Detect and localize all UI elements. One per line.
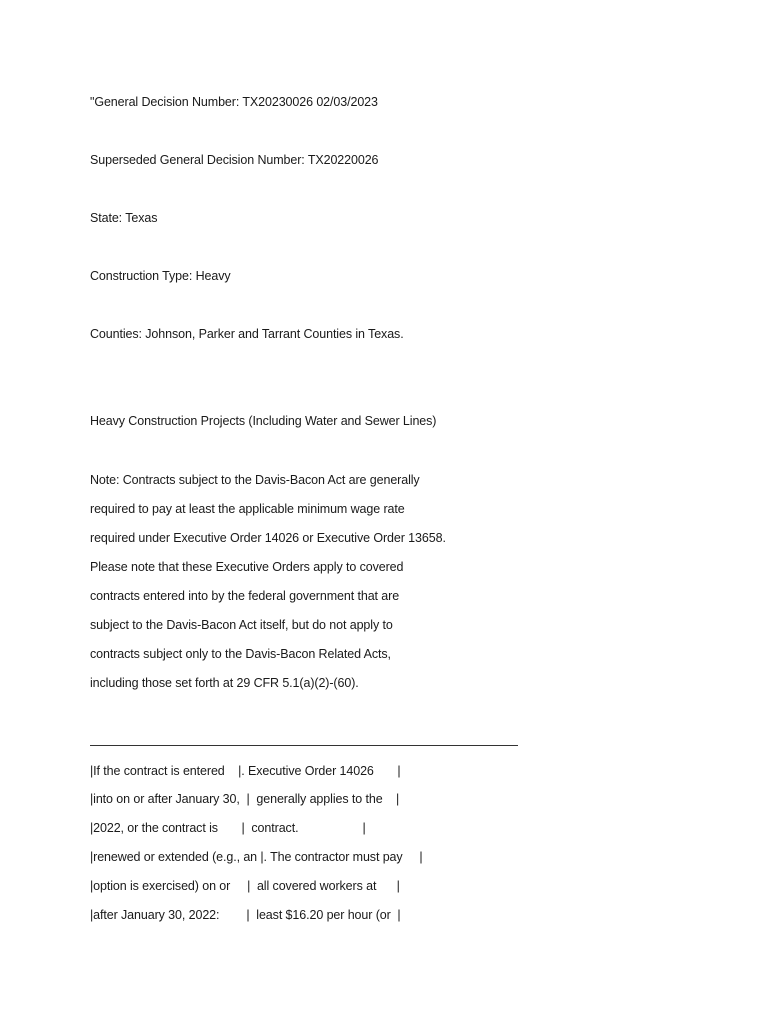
decision-number: "General Decision Number: TX20230026 02/03/2023 [90,95,378,109]
note-line: required under Executive Order 14026 or Executive Order 13658. [90,531,446,545]
table-top-rule [90,745,518,746]
superseded-decision-number: Superseded General Decision Number: TX20220026 [90,153,379,167]
note-line: including those set forth at 29 CFR 5.1(a)(2)-(60). [90,676,359,690]
construction-type-line: Construction Type: Heavy [90,269,231,283]
table-line: |option is exercised) on or | all covered workers at | [90,879,400,893]
note-line: required to pay at least the applicable minimum wage rate [90,502,405,516]
table-line: |renewed or extended (e.g., an |. The contractor must pay | [90,850,423,864]
note-line: subject to the Davis-Bacon Act itself, but do not apply to [90,618,393,632]
project-description: Heavy Construction Projects (Including Water and Sewer Lines) [90,414,437,428]
state-line: State: Texas [90,211,158,225]
note-line: Note: Contracts subject to the Davis-Bacon Act are generally [90,473,420,487]
table-line: |into on or after January 30, | generally applies to the | [90,792,400,806]
note-line: contracts entered into by the federal government that are [90,589,400,603]
counties-line: Counties: Johnson, Parker and Tarrant Counties in Texas. [90,327,404,341]
table-line: |If the contract is entered |. Executive Order 14026 | [90,764,401,778]
note-line: Please note that these Executive Orders apply to covered [90,560,404,574]
table-line: |after January 30, 2022: | least $16.20 per hour (or | [90,908,401,922]
table-line: |2022, or the contract is | contract. | [90,821,366,835]
note-line: contracts subject only to the Davis-Bacon Related Acts, [90,647,391,661]
